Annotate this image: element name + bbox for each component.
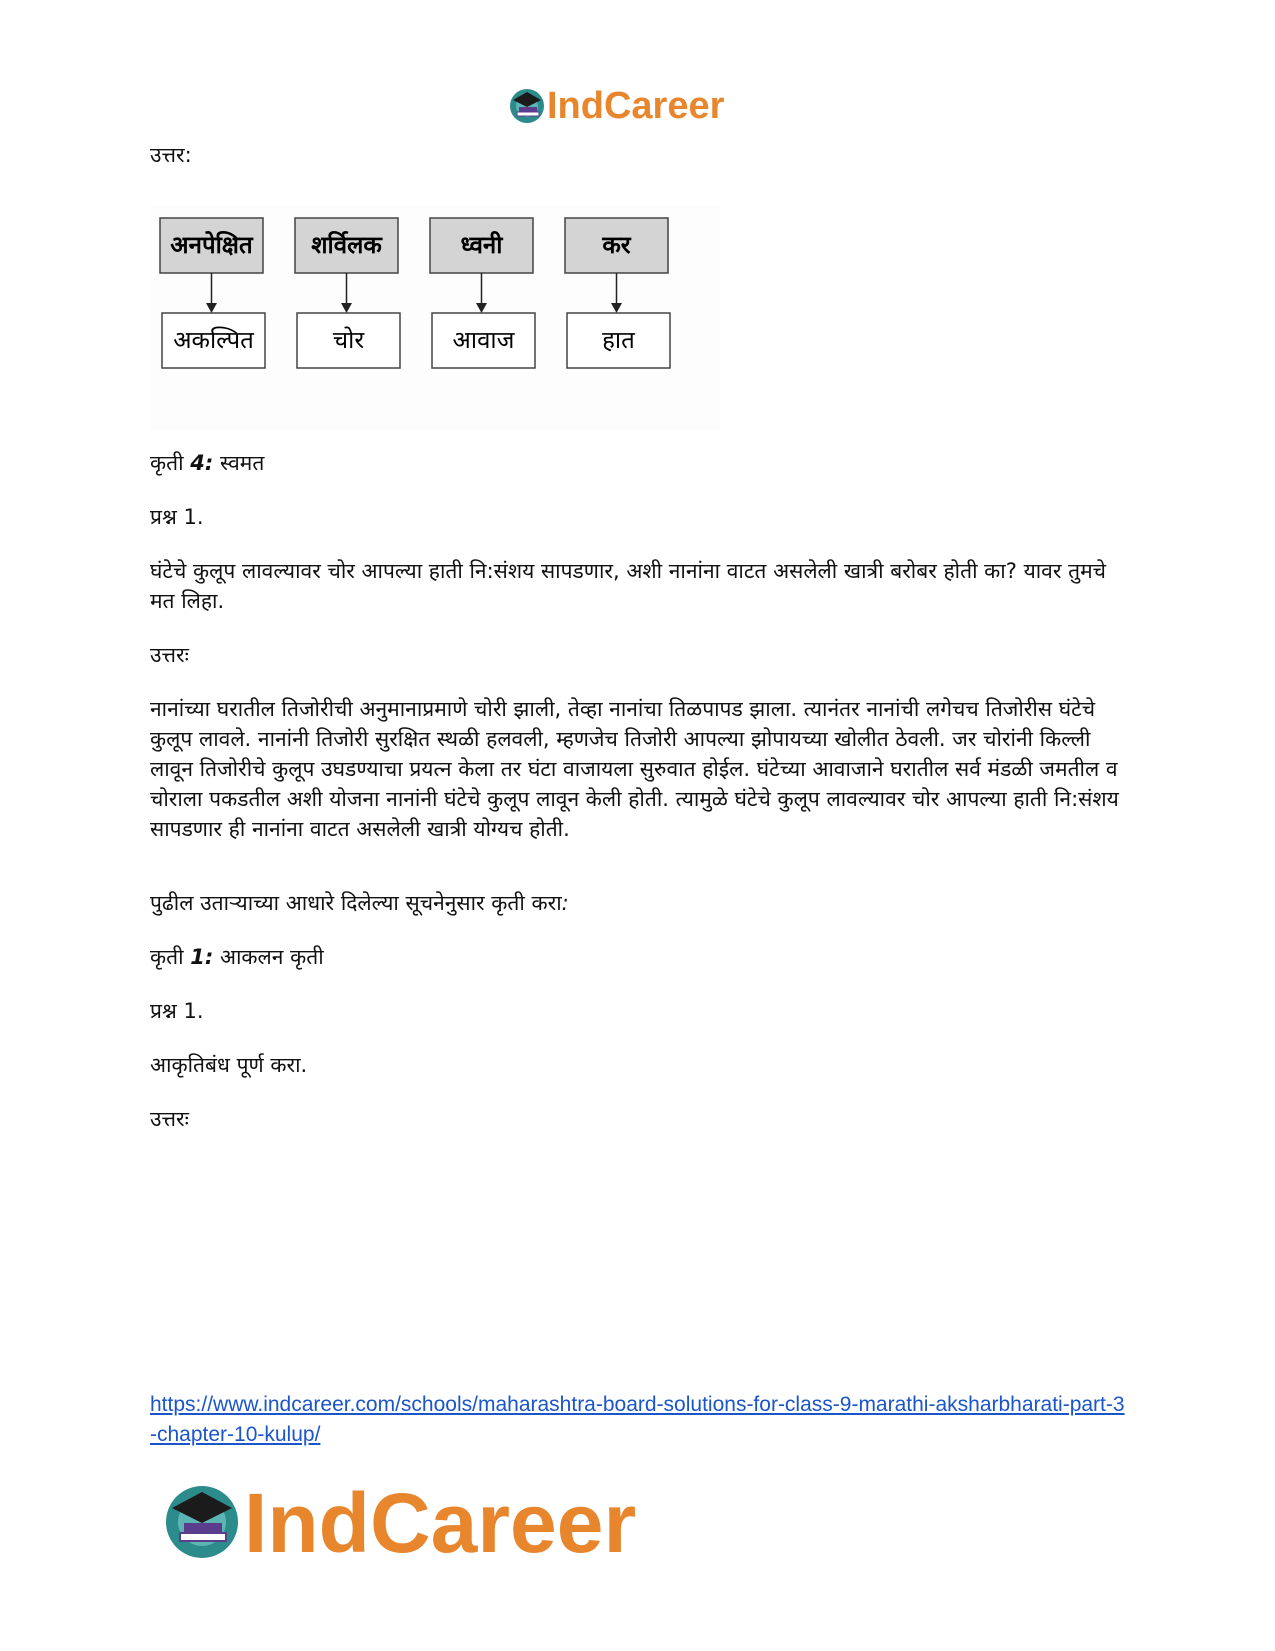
question-1-heading: [150, 502, 1130, 532]
answer-paragraph: नानांच्या घरातील तिजोरीची अनुमानाप्रमाणे चोरी झाली, तेव्हा नानांचा तिळपापड झाला. त्यानंतर नानांची लगेचच तिजोरीस घंटेचे कुलूप लावले. नानांनी तिजोरी सुरक्षित स्थळी हलवली, म्हणजेच तिजोरी आपल्या झोपायच्या खोलीत ठेवली. जर चोरांनी किल्ली लावून तिजोरीचे कुलूप उघडण्याचा प्रयत्न केला तर घंटा वाजायला सुरुवात होईल. घंटेच्या आवाजाने घरातील सर्व मंडळी जमतील व चोराला पकडतील अशी योजना नानांनी घंटेचे कुलूप लावून केली होती. त्यामुळे घंटेचे कुलूप लावल्यावर चोर आपल्या हाती नि:संशय सापडणार ही नानांना वाटत असलेली खात्री योग्यच होती.: [150, 697, 1119, 841]
kruti-1-heading: [150, 942, 1130, 972]
pair-1-top-text: अनपेक्षित: [170, 231, 253, 259]
instruction-body: पुढील उताऱ्याच्या आधारे दिलेल्या सूचनेनुसार कृती करा: [150, 891, 562, 915]
pair-1: [160, 218, 265, 368]
pair-2: [295, 218, 400, 368]
word-pair-diagram: [150, 205, 720, 430]
question-1-number: 1.: [183, 505, 204, 529]
question-text: घंटेचे कुलूप लावल्यावर चोर आपल्या हाती नि:संशय सापडणार, अशी नानांना वाटत असलेली खात्री बरोबर होती का? यावर तुमचे मत लिहा.: [150, 559, 1106, 613]
kruti-1-prefix: कृती: [150, 945, 184, 969]
pair-3-bottom-text: आवाज: [452, 326, 515, 354]
kruti-1-title: आकलन कृती: [219, 945, 324, 969]
task-text: आकृतिबंध पूर्ण करा.: [150, 1053, 308, 1077]
pair-4-top-text: कर: [602, 231, 631, 259]
pair-3-top-text: ध्वनी: [460, 231, 503, 259]
instruction-colon: :: [561, 891, 569, 915]
graduation-globe-icon: [166, 1486, 238, 1558]
pair-4: [565, 218, 670, 368]
question-1b-heading: [150, 996, 1130, 1026]
logo-graphic: [505, 80, 775, 130]
source-url-link[interactable]: https://www.indcareer.com/schools/maharashtra-board-solutions-for-class-9-marathi-aksharbharati-part-3-chapter-10-kulup/: [150, 1393, 1125, 1446]
answer-label: उत्तर:: [150, 143, 192, 167]
logo-text: IndCareer: [547, 85, 725, 127]
graduation-globe-icon: [510, 89, 544, 123]
kruti-4-prefix: कृती: [150, 451, 184, 475]
footer-logo: [160, 1470, 700, 1570]
kruti-4-number: 4:: [190, 451, 214, 475]
pair-3: [430, 218, 535, 368]
pair-4-bottom-text: हात: [602, 326, 635, 354]
kruti-4-title: स्वमत: [219, 451, 265, 475]
kruti-4-heading: [150, 448, 1130, 478]
question-1-prefix: प्रश्न: [150, 505, 177, 529]
pair-1-bottom-text: अकल्पित: [173, 326, 254, 354]
question-1b-prefix: प्रश्न: [150, 999, 177, 1023]
kruti-1-number: 1:: [190, 945, 214, 969]
footer-logo-text: IndCareer: [244, 1476, 637, 1570]
answer-label-3: उत्तरः: [150, 1107, 189, 1131]
pair-2-bottom-text: चोर: [332, 326, 365, 354]
instruction-text: [150, 888, 1130, 918]
footer-logo-graphic: [160, 1470, 700, 1570]
header-logo: [505, 80, 775, 130]
pair-2-top-text: शर्विलक: [311, 231, 382, 259]
answer-label-2: उत्तरः: [150, 643, 189, 667]
question-1b-number: 1.: [183, 999, 204, 1023]
